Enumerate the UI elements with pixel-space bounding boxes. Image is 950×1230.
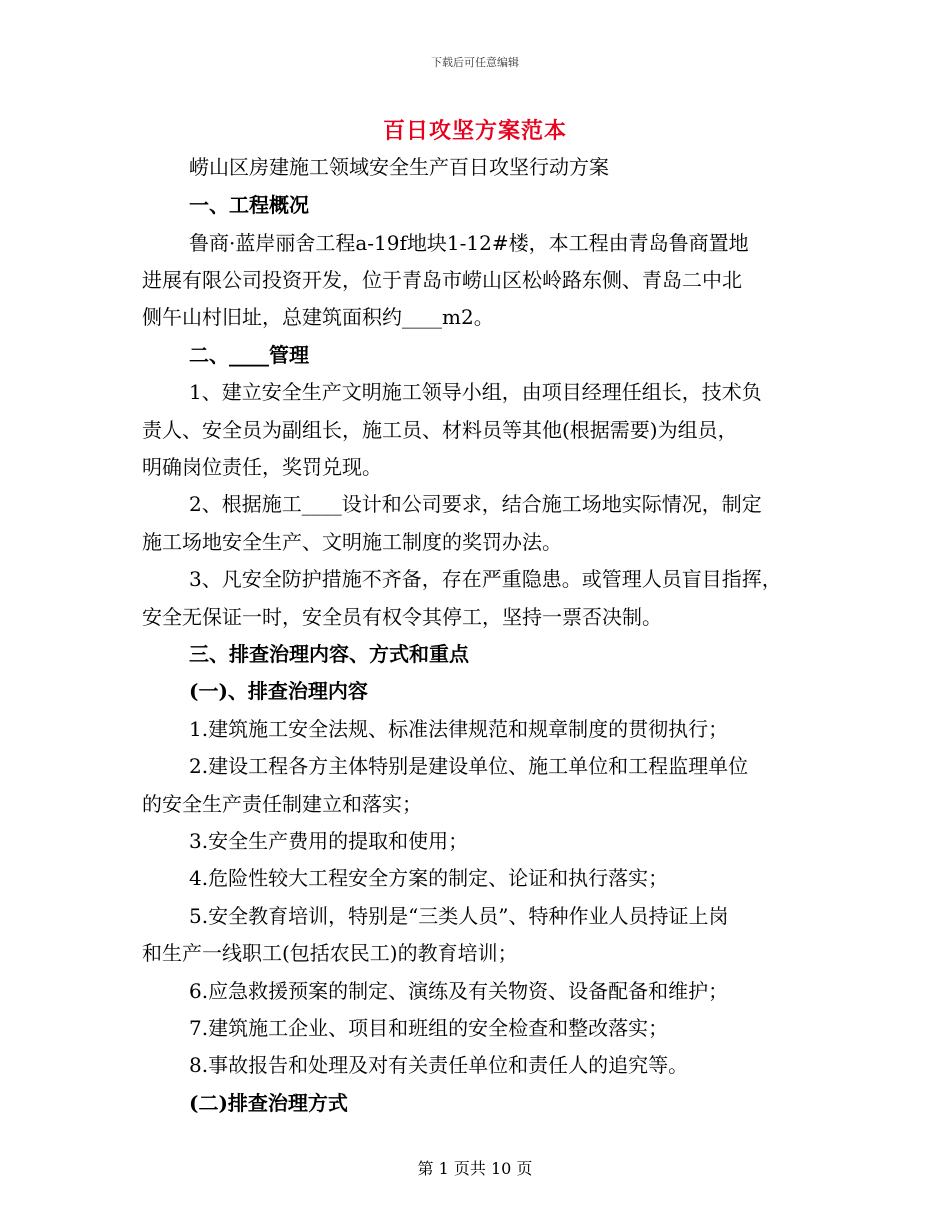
paragraph-line: 3、凡安全防护措施不齐备，存在严重隐患。或管理人员盲目指挥， <box>189 567 782 591</box>
list-item: 6.应急救援预案的制定、演练及有关物资、设备配备和维护； <box>189 979 729 1003</box>
page-header: 下载后可任意编辑 <box>431 56 519 69</box>
paragraph-line: 安全无保证一时，安全员有权令其停工，坚持一票否决制。 <box>142 605 662 629</box>
list-item: 5.安全教育培训，特别是“三类人员”、特种作业人员持证上岗 <box>189 904 729 928</box>
list-item: 4.危险性较大工程安全方案的制定、论证和执行落实； <box>189 866 669 890</box>
list-item: 3.安全生产费用的提取和使用； <box>189 829 469 853</box>
paragraph-line: 明确岗位责任，奖罚兑现。 <box>142 455 382 479</box>
subsection-heading: (二)排查治理方式 <box>189 1091 348 1115</box>
list-item: 1.建筑施工安全法规、标准法律规范和规章制度的贯彻执行； <box>189 717 729 741</box>
subtitle-line: 崂山区房建施工领域安全生产百日攻坚行动方案 <box>189 155 609 179</box>
document-title: 百日攻坚方案范本 <box>382 118 567 144</box>
list-item: 7.建筑施工企业、项目和班组的安全检查和整改落实； <box>189 1016 669 1040</box>
paragraph-line: 2、根据施工____设计和公司要求，结合施工场地实际情况，制定 <box>189 492 762 516</box>
page-footer: 第 1 页共 10 页 <box>417 1159 533 1178</box>
list-item-continuation: 和生产一线职工(包括农民工)的教育培训； <box>142 941 518 965</box>
paragraph-line: 侧午山村旧址，总建筑面积约____m2。 <box>142 305 494 329</box>
paragraph-line: 施工场地安全生产、文明施工制度的奖罚办法。 <box>142 530 562 554</box>
paragraph-line: 鲁商·蓝岸丽舍工程a-19f地块1-12#楼，本工程由青岛鲁商置地 <box>189 231 749 255</box>
list-item: 2.建设工程各方主体特别是建设单位、施工单位和工程监理单位 <box>189 754 749 778</box>
section-heading: 三、排查治理内容、方式和重点 <box>189 642 469 666</box>
paragraph-line: 进展有限公司投资开发，位于青岛市崂山区松岭路东侧、青岛二中北 <box>142 268 742 292</box>
section-heading: 一、工程概况 <box>189 193 309 217</box>
list-item-continuation: 的安全生产责任制建立和落实； <box>142 792 422 816</box>
subsection-heading: (一)、排查治理内容 <box>189 679 368 703</box>
list-item: 8.事故报告和处理及对有关责任单位和责任人的追究等。 <box>189 1053 689 1077</box>
paragraph-line: 1、建立安全生产文明施工领导小组，由项目经理任组长，技术负 <box>189 380 762 404</box>
section-heading: 二、____管理 <box>189 343 309 367</box>
paragraph-line: 责人、安全员为副组长，施工员、材料员等其他(根据需要)为组员， <box>142 418 738 442</box>
